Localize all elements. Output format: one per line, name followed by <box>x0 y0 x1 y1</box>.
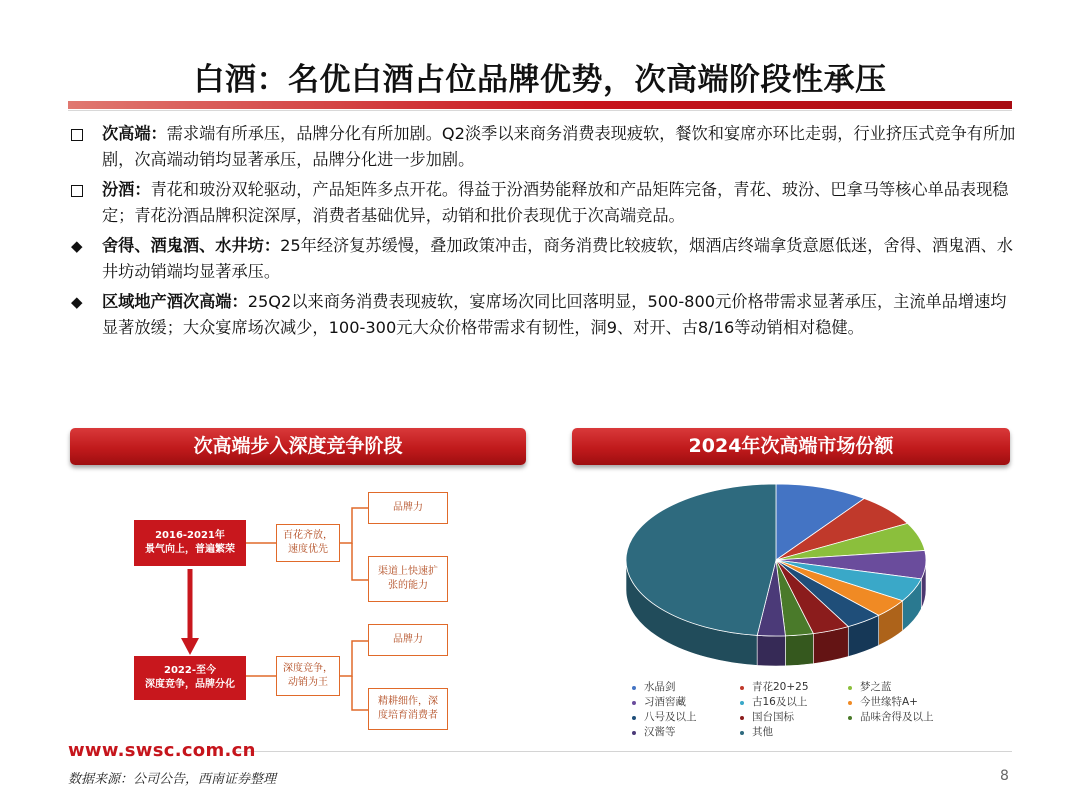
legend-item <box>848 710 978 725</box>
legend-swatch <box>632 686 636 690</box>
legend-label: 八号及以上 <box>644 711 697 723</box>
legend-row <box>632 680 992 695</box>
legend-row <box>632 725 992 740</box>
legend-item <box>740 695 848 710</box>
stage1-out-1: 品牌力 <box>368 492 448 524</box>
legend-item <box>848 680 978 695</box>
page-title: 白酒：名优白酒占位品牌优势，次高端阶段性承压 <box>193 62 887 98</box>
legend-swatch <box>740 731 744 735</box>
stage1-label: 2016-2021年 景气向上，普遍繁荣 <box>134 520 246 566</box>
legend-swatch <box>848 701 852 705</box>
market-share-pie-chart <box>624 482 954 668</box>
legend-item <box>632 725 740 740</box>
legend-item <box>632 680 740 695</box>
legend-row <box>632 695 992 710</box>
legend-swatch <box>740 686 744 690</box>
bullet-text: 25Q2以来商务消费表现疲软，宴席场次同比回落明显，500-800元价格带需求显著承压，主流单品增速均显著放缓；大众宴席场次减少，100-300元大众价格带需求有韧性，洞9、对开、古8/16等动销相对稳健。 <box>102 292 1007 337</box>
footer-source: 数据来源：公司公告，西南证券整理 <box>68 772 277 787</box>
stage2-label: 2022-至今 深度竞争，品牌分化 <box>134 656 246 700</box>
diamond-bullet-icon: ◆ <box>71 237 83 255</box>
footer-divider <box>232 751 1012 752</box>
legend-label: 其他 <box>752 726 773 738</box>
stage1-out-2: 渠道上快速扩 张的能力 <box>368 556 448 602</box>
legend-item <box>632 695 740 710</box>
bullet-text: 需求端有所承压，品牌分化有所加剧。Q2淡季以来商务消费表现疲软，餐饮和宴席亦环比走弱，行业挤压式竞争有所加剧，次高端动销均显著承压，品牌分化进一步加剧。 <box>102 124 1016 169</box>
pie-legend <box>632 680 992 740</box>
bullet-text: 青花和玻汾双轮驱动，产品矩阵多点开花。得益于汾酒势能释放和产品矩阵完备，青花、玻汾、巴拿马等核心单品表现稳定；青花汾酒品牌积淀深厚，消费者基础优异，动销和批价表现优于次高端竞品。 <box>102 180 1009 225</box>
down-arrow-icon <box>181 638 199 655</box>
legend-label: 国台国标 <box>752 711 794 723</box>
left-panel-title: 次高端步入深度竞争阶段 <box>70 428 526 465</box>
stage2-out-1: 品牌力 <box>368 624 448 656</box>
stage2-mid: 深度竞争， 动销为王 <box>276 656 340 696</box>
bullet-head: 舍得、酒鬼酒、水井坊： <box>102 236 281 255</box>
pie-side-品味舍得及以上 <box>785 634 813 666</box>
legend-item <box>632 710 740 725</box>
page-number: 8 <box>1000 768 1009 784</box>
legend-swatch <box>740 701 744 705</box>
legend-label: 古16及以上 <box>752 696 808 708</box>
legend-label: 习酒窖藏 <box>644 696 686 708</box>
legend-swatch <box>740 716 744 720</box>
pie-side-汉酱等 <box>757 635 785 666</box>
stage1-mid: 百花齐放， 速度优先 <box>276 524 340 562</box>
diamond-bullet-icon: ◆ <box>71 293 83 311</box>
legend-item <box>740 680 848 695</box>
bullet-head: 汾酒： <box>102 180 151 199</box>
legend-label: 青花20+25 <box>752 681 809 693</box>
bullet-head: 次高端： <box>102 124 167 143</box>
legend-label: 品味舍得及以上 <box>860 711 934 723</box>
bullet-text: 25年经济复苏缓慢，叠加政策冲击，商务消费比较疲软，烟酒店终端拿货意愿低迷，舍得、酒鬼酒、水井坊动销端均显著承压。 <box>102 236 1013 281</box>
legend-swatch <box>848 716 852 720</box>
footer-url: www.swsc.com.cn <box>68 740 256 761</box>
bullet-head: 区域地产酒次高端： <box>102 292 248 311</box>
legend-swatch <box>848 686 852 690</box>
legend-label: 今世缘特A+ <box>860 696 918 708</box>
right-panel-title: 2024年次高端市场份额 <box>572 428 1010 465</box>
stage2-out-2: 精耕细作，深 度培育消费者 <box>368 688 448 730</box>
legend-label: 水晶剑 <box>644 681 676 693</box>
legend-label: 汉酱等 <box>644 726 676 738</box>
legend-swatch <box>632 731 636 735</box>
legend-item <box>740 710 848 725</box>
legend-label: 梦之蓝 <box>860 681 892 693</box>
legend-swatch <box>632 701 636 705</box>
legend-swatch <box>632 716 636 720</box>
pie-svg <box>624 482 954 668</box>
legend-item <box>740 725 848 740</box>
legend-row <box>632 710 992 725</box>
legend-item <box>848 695 978 710</box>
